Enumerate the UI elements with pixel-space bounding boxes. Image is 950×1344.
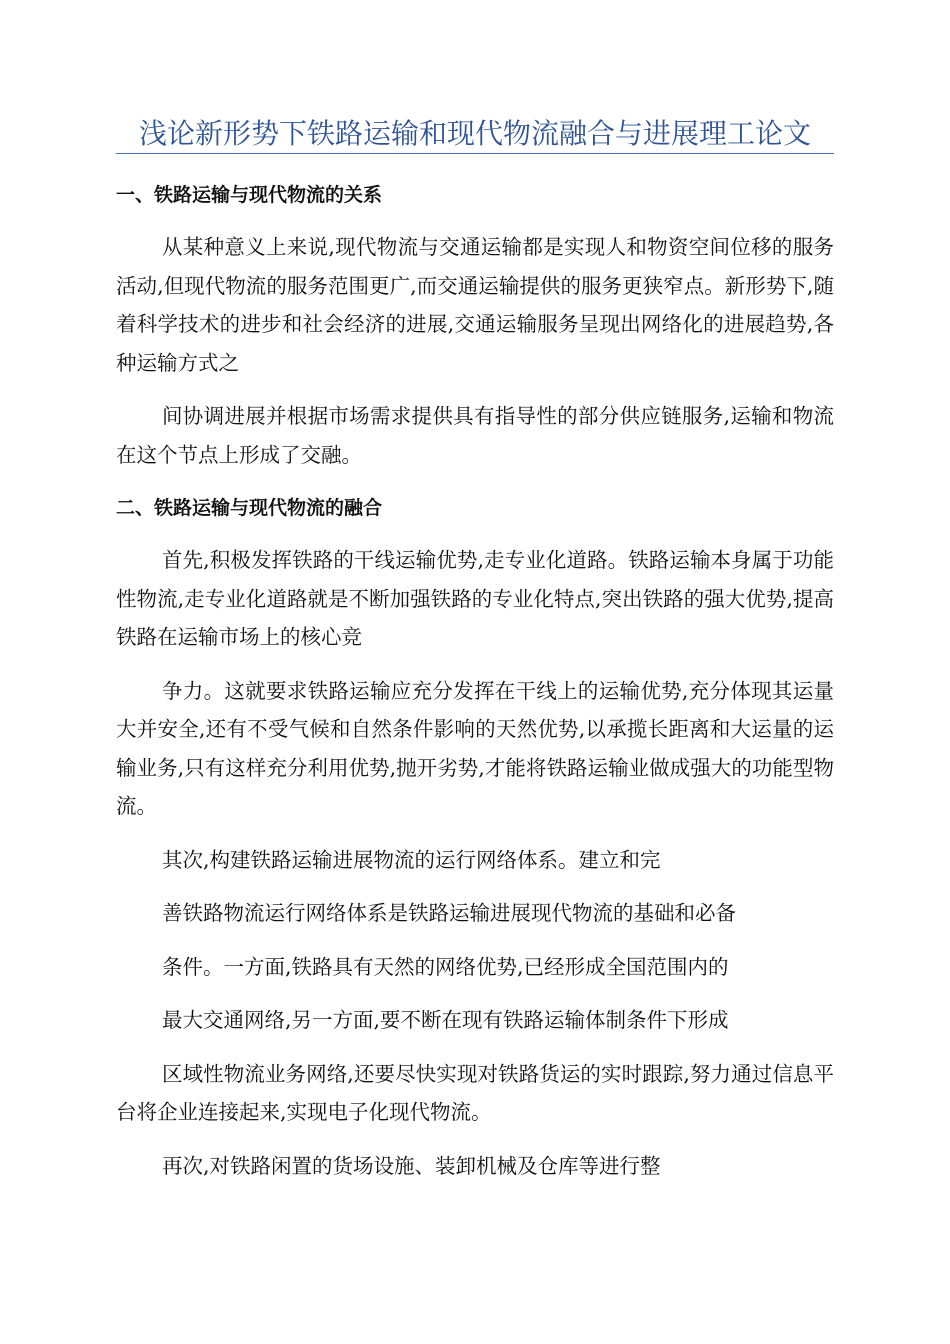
paragraph: 区域性物流业务网络,还要尽快实现对铁路货运的实时跟踪,努力通过信息平台将企业连接起来,实现电子化现代物流。	[116, 1061, 834, 1124]
paragraph: 最大交通网络,另一方面,要不断在现有铁路运输体制条件下形成	[162, 1008, 729, 1032]
document-title: 浅论新形势下铁路运输和现代物流融合与进展理工论文	[138, 117, 811, 150]
paragraph: 争力。这就要求铁路运输应充分发挥在干线上的运输优势,充分体现其运量大并安全,还有不受气候和自然条件影响的天然优势,以承揽长距离和大运量的运输业务,只有这样充分利用优势,抛开劣势,才能将铁路运输业做成强大的功能型物流。	[116, 678, 834, 818]
section-heading-integration: 二、铁路运输与现代物流的融合	[116, 497, 383, 519]
paragraph: 再次,对铁路闲置的货场设施、装卸机械及仓库等进行整	[162, 1153, 661, 1178]
title-underline	[116, 153, 834, 154]
paragraph: 间协调进展并根据市场需求提供具有指导性的部分供应链服务,运输和物流在这个节点上形成了交融。	[116, 404, 834, 467]
paragraph: 其次,构建铁路运输进展物流的运行网络体系。建立和完	[162, 847, 661, 872]
paragraph: 善铁路物流运行网络体系是铁路运输进展现代物流的基础和必备	[162, 901, 736, 925]
document-body	[116, 176, 834, 1200]
paragraph: 条件。一方面,铁路具有天然的网络优势,已经形成全国范围内的	[162, 954, 729, 979]
section-heading-relationship: 一、铁路运输与现代物流的关系	[116, 184, 383, 206]
paragraph: 首先,积极发挥铁路的干线运输优势,走专业化道路。铁路运输本身属于功能性物流,走专业化道路就是不断加强铁路的专业化特点,突出铁路的强大优势,提高铁路在运输市场上的核心竞	[116, 548, 834, 649]
paragraph: 从某种意义上来说,现代物流与交通运输都是实现人和物资空间位移的服务活动,但现代物流的服务范围更广,而交通运输提供的服务更狭窄点。新形势下,随着科学技术的进步和社会经济的进展,交通运输服务呈现出网络化的进展趋势,各种运输方式之	[116, 235, 834, 375]
